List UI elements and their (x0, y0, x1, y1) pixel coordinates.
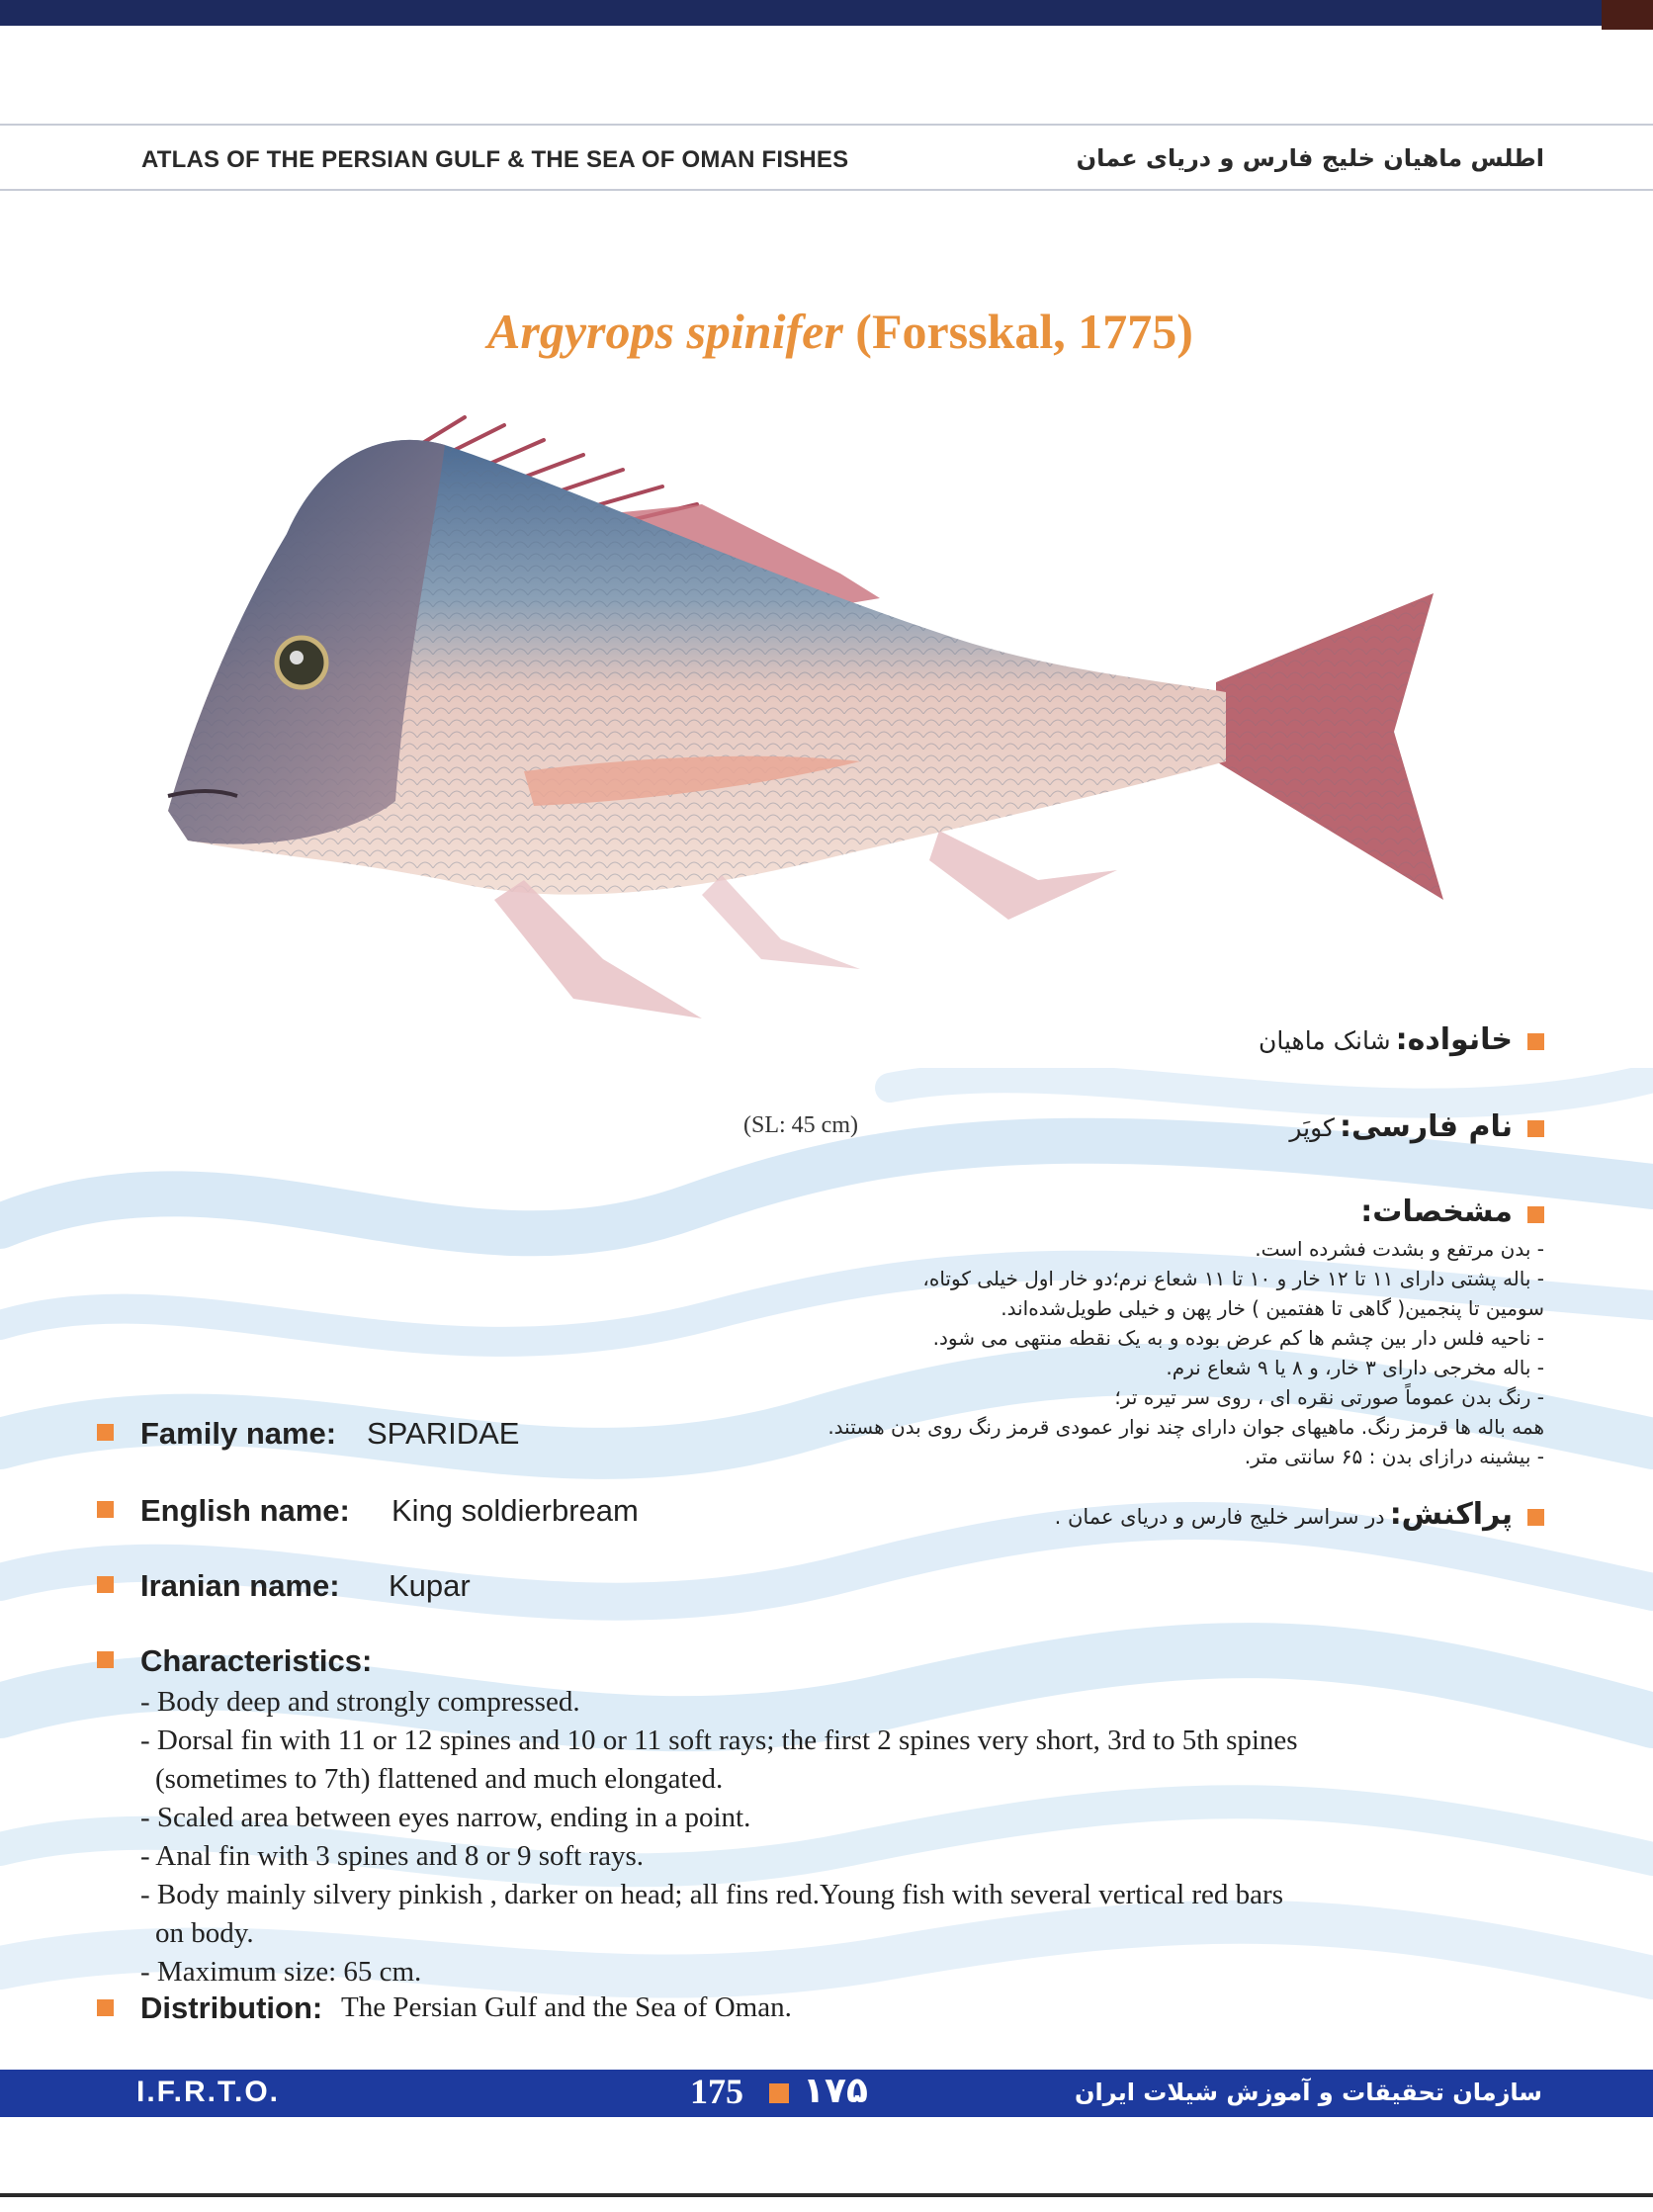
fa-characteristic-line: سومین تا پنجمین( گاهی تا هفتمین ) خار پهن و خیلی طویل‌شده‌اند. (1000, 1296, 1544, 1320)
header-title-english: ATLAS OF THE PERSIAN GULF & THE SEA OF OMAN FISHES (141, 146, 849, 173)
characteristic-line: - Anal fin with 3 spines and 8 or 9 soft rays. (140, 1840, 645, 1872)
fa-name (1289, 1109, 1513, 1144)
iranian-name-value: Kupar (389, 1568, 471, 1603)
fa-characteristic-line: - بدن مرتفع و بشدت فشرده است. (1255, 1237, 1544, 1261)
bullet-family (97, 1424, 114, 1441)
fa-characteristic-line: - بیشینه درازای بدن : ۶۵ سانتی متر. (1244, 1445, 1544, 1468)
characteristic-line: - Maximum size: 65 cm. (140, 1956, 422, 1988)
fa-name-label: نام فارسی: (1340, 1109, 1513, 1144)
characteristic-line: on body. (155, 1917, 254, 1949)
fa-characteristic-line: - ناحیه فلس دار بین چشم ها کم عرض بوده و به یک نقطه منتهی می شود. (932, 1326, 1544, 1350)
scientific-name: Argyrops spinifer (487, 304, 843, 359)
top-color-bar (0, 0, 1653, 26)
fa-distribution-label: پراکنش: (1389, 1497, 1513, 1532)
bullet-fa-family (1527, 1033, 1544, 1050)
fa-characteristics-heading (1360, 1194, 1513, 1229)
iranian-name-label: Iranian name: (140, 1568, 340, 1603)
page-number-separator (769, 2083, 789, 2103)
distribution-value: The Persian Gulf and the Sea of Oman. (341, 1991, 792, 2023)
bullet-fa-characteristics (1527, 1206, 1544, 1223)
fa-characteristic-line: - رنگ بدن عموماً صورتی نقره ای ، روی سر تیره تر؛ (1114, 1385, 1544, 1409)
characteristic-line: - Dorsal fin with 11 or 12 spines and 10 or 11 soft rays; the first 2 spines very short, 3rd to 5th spines (140, 1725, 1298, 1756)
fa-characteristics-list (516, 1234, 1544, 1471)
header-title-persian: اطلس ماهیان خلیج فارس و دریای عمان (1076, 144, 1544, 172)
fa-name-value: کوپَر (1289, 1113, 1335, 1142)
bullet-english-name (97, 1501, 114, 1518)
bullet-distribution (97, 1999, 114, 2016)
bullet-iranian-name (97, 1576, 114, 1593)
characteristics-list (140, 1683, 1524, 1991)
species-title (0, 303, 1653, 360)
characteristic-line: (sometimes to 7th) flattened and much elongated. (155, 1763, 724, 1795)
fa-distribution-value: در سراسر خلیج فارس و دریای عمان . (1054, 1505, 1385, 1529)
fa-characteristics-label: مشخصات: (1360, 1194, 1513, 1229)
header-rule-bottom (0, 189, 1653, 191)
footer-org-abbrev: I.F.R.T.O. (136, 2076, 281, 2108)
fa-distribution (1055, 1497, 1513, 1532)
fa-family-value: شانک ماهیان (1258, 1026, 1391, 1055)
header-rule-top (0, 124, 1653, 126)
bullet-characteristics (97, 1651, 114, 1668)
species-authority: (Forsskal, 1775) (855, 304, 1193, 359)
footer-org-persian: سازمان تحقیقات و آموزش شیلات ایران (1075, 2079, 1542, 2106)
page-number-persian: ۱۷۵ (803, 2071, 868, 2111)
fa-family (1259, 1022, 1513, 1057)
size-caption: (SL: 45 cm) (743, 1112, 858, 1138)
family-label: Family name: (140, 1416, 337, 1451)
characteristics-label: Characteristics: (140, 1643, 373, 1678)
top-corner-mark (1602, 0, 1653, 30)
characteristic-line: - Body mainly silvery pinkish , darker on head; all fins red.Young fish with several vertical red bars (140, 1879, 1283, 1910)
bottom-rule (0, 2193, 1653, 2197)
bullet-fa-distribution (1527, 1509, 1544, 1526)
fa-characteristic-line: همه باله ها قرمز رنگ. ماهیهای جوان دارای چند نوار عمودی قرمز رنگ روی بدن هستند. (827, 1415, 1544, 1439)
characteristic-line: - Body deep and strongly compressed. (140, 1686, 580, 1718)
english-name-label: English name: (140, 1493, 350, 1528)
family-value: SPARIDAE (367, 1416, 520, 1451)
bullet-fa-name (1527, 1120, 1544, 1137)
fish-illustration (148, 405, 1513, 1048)
distribution-label: Distribution: (140, 1991, 323, 2025)
fa-characteristic-line: - باله مخرجی دارای ۳ خار، و ۸ یا ۹ شعاع نرم. (1166, 1356, 1544, 1379)
english-name-value: King soldierbream (392, 1493, 639, 1528)
fa-characteristic-line: - باله پشتی دارای ۱۱ تا ۱۲ خار و ۱۰ تا ۱۱ شعاع نرم؛دو خار اول خیلی کوتاه، (922, 1267, 1544, 1290)
characteristic-line: - Scaled area between eyes narrow, ending in a point. (140, 1802, 751, 1833)
fa-family-label: خانواده: (1395, 1022, 1513, 1057)
page-number: 175 (690, 2072, 743, 2111)
